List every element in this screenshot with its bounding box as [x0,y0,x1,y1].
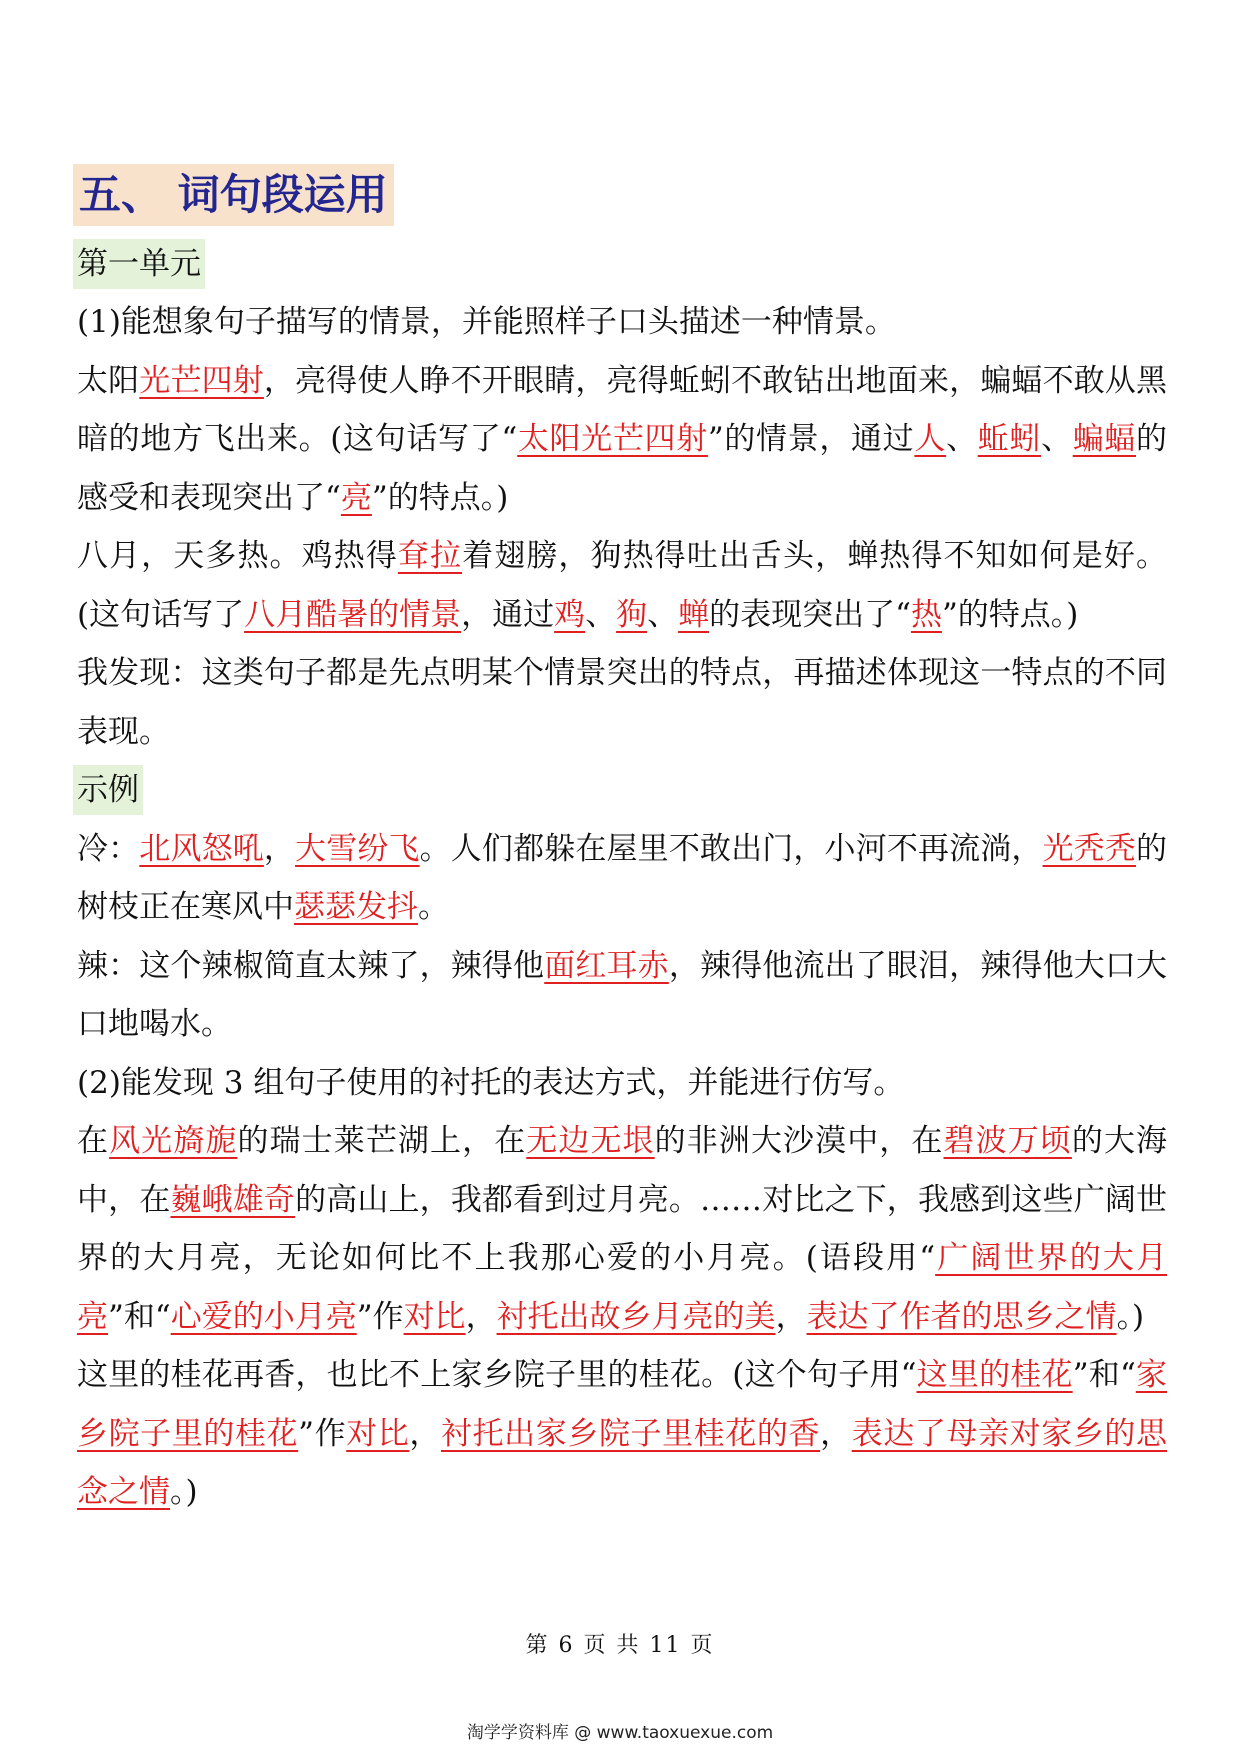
highlight: 太阳光芒四射 [517,421,708,457]
example-line [77,761,1167,820]
highlight: 光秃秃 [1042,830,1137,867]
highlight: 碧波万顷 [943,1123,1072,1159]
highlight: 衬托出故乡月亮的美 [496,1298,776,1335]
site-watermark: 淘学学资料库 @ www.taoxuexue.com [466,1723,774,1743]
highlight: 表达了作者的思乡之情 [806,1298,1117,1335]
highlight: 衬托出家乡院子里桂花的香 [440,1415,821,1452]
highlight: 家乡院子里的桂花 [77,1357,1168,1452]
paragraph-9: 这里的桂花再香，也比不上家乡院子里的桂花。(这个句子用“这里的桂花”和“家乡院子里的桂花”作对比，衬托出家乡院子里桂花的香，表达了母亲对家乡的思念之情。) [77,1357,1168,1510]
example-tag: 示例 [73,765,143,815]
highlight: 蝙蝠 [1072,421,1137,457]
highlight: 表达了母亲对家乡的思念之情 [77,1415,1168,1510]
highlight: 耷拉 [397,538,463,574]
highlight: 狗 [616,596,648,633]
paragraph-4: 我发现：这类句子都是先点明某个情景突出的特点，再描述体现这一特点的不同表现。 [77,655,1167,750]
unit-tag: 第一单元 [73,239,205,289]
highlight: 瑟瑟发抖 [294,889,418,925]
paragraph-1: (1)能想象句子描写的情景，并能照样子口头描述一种情景。 [77,304,896,340]
highlight: 八月酷暑的情景 [244,596,462,633]
paragraph-3: 八月，天多热。鸡热得耷拉着翅膀，狗热得吐出舌头，蝉热得不知如何是好。(这句话写了八月酷暑的情景，通过鸡、狗、蝉的表现突出了“热”的特点。) [77,538,1168,633]
paragraph-5: 冷：北风怒吼，大雪纷飞。人们都躲在屋里不敢出门，小河不再流淌，光秃秃的树枝正在寒风中瑟瑟发抖。 [77,830,1168,925]
highlight: 对比 [403,1298,466,1335]
highlight: 北风怒吼 [139,830,264,867]
highlight: 热 [910,596,942,633]
highlight: 人 [914,421,947,457]
page-number: 第 6 页 共 11 页 [525,1633,715,1658]
paragraph-2: 太阳光芒四射，亮得使人睁不开眼睛，亮得蚯蚓不敢钻出地面来，蝙蝠不敢从黑暗的地方飞出来。(这句话写了“太阳光芒四射”的情景，通过人、蚯蚓、蝙蝠的感受和表现突出了“亮”的特点。) [77,362,1168,516]
content-body [77,293,1167,1522]
highlight: 广阔世界的大月亮 [77,1240,1167,1335]
highlight: 蝉 [678,596,710,633]
highlight: 风光旖旎 [109,1123,238,1159]
paragraph-7: (2)能发现 3 组句子使用的衬托的表达方式，并能进行仿写。 [77,1064,905,1101]
highlight: 亮 [340,479,372,516]
highlight: 心爱的小月亮 [170,1298,357,1335]
highlight: 巍峨雄奇 [170,1181,296,1218]
highlight: 对比 [346,1415,410,1452]
section-title: 五、 词句段运用 [73,164,394,226]
highlight: 鸡 [554,596,586,633]
highlight: 蚯蚓 [977,421,1042,457]
highlight: 大雪纷飞 [295,830,420,867]
highlight: 无边无垠 [526,1123,655,1159]
highlight: 面红耳赤 [544,947,669,984]
highlight: 光芒四射 [139,362,264,399]
paragraph-8: 在风光旖旎的瑞士莱芒湖上，在无边无垠的非洲大沙漠中，在碧波万顷的大海中，在巍峨雄奇的高山上，我都看到过月亮。……对比之下，我感到这些广阔世界的大月亮，无论如何比不上我那心爱的小月亮。(语段用“广阔世界的大月亮”和“心爱的小月亮”作对比，衬托出故乡月亮的美，表达了作者的思乡之情。) [77,1123,1168,1335]
paragraph-6: 辣：这个辣椒简直太辣了，辣得他面红耳赤，辣得他流出了眼泪，辣得他大口大口地喝水。 [77,947,1168,1042]
highlight: 这里的桂花 [916,1357,1073,1393]
